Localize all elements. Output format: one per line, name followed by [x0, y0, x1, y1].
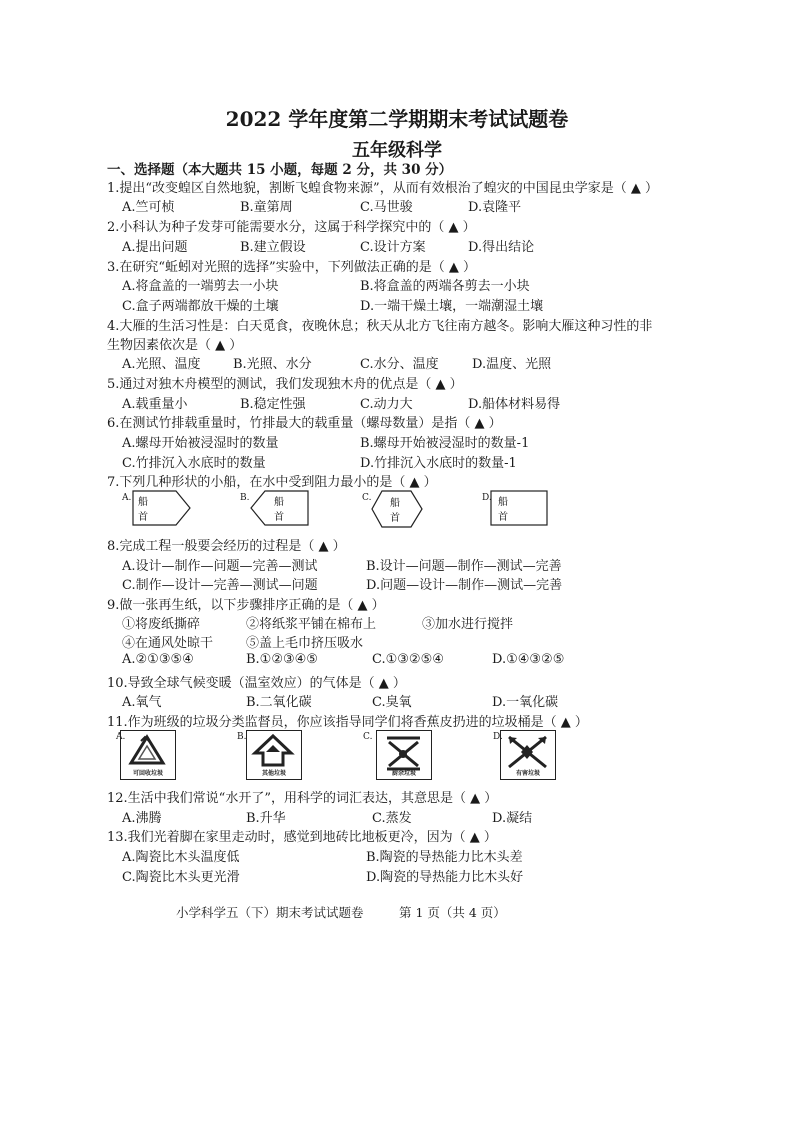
question-line: A.提出问题 [122, 240, 188, 255]
question-line: A.陶瓷比木头温度低 [122, 850, 240, 865]
boat-option-letter: C. [362, 493, 372, 503]
question-line: B.光照、水分 [233, 357, 312, 372]
recycle-icon [121, 733, 174, 771]
boat-label: 船 [138, 497, 148, 508]
question-line: D.温度、光照 [472, 357, 552, 372]
question-line: D.袁隆平 [468, 200, 522, 215]
bin-label: 厨余垃圾 [391, 770, 416, 777]
boat-label: 船 [274, 497, 284, 508]
question-line: D.问题—设计—制作—测试—完善 [366, 578, 563, 593]
question-line: 11.作为班级的垃圾分类监督员，你应该指导同学们将香蕉皮扔进的垃圾桶是（ ▲ ） [107, 715, 588, 730]
question-line: A.氧气 [122, 695, 162, 710]
boat-label: 船 [498, 497, 508, 508]
exam-title: 2022 学年度第二学期期末考试试题卷 [225, 107, 569, 131]
question-line: C.制作—设计—完善—测试—问题 [122, 578, 318, 593]
question-line: 13.我们光着脚在家里走动时，感觉到地砖比地板更冷，因为（ ▲ ） [107, 830, 497, 845]
question-line: D.得出结论 [468, 240, 535, 255]
boat-shape-d [490, 490, 550, 526]
question-line: A.沸腾 [122, 811, 162, 826]
question-line: ④在通风处晾干 [122, 636, 214, 651]
question-line: D.一端干燥土壤，一端潮湿土壤 [360, 299, 544, 314]
bin-label: 可回收垃圾 [132, 770, 163, 777]
bin-hazardous [500, 730, 556, 780]
question-line: 4.大雁的生活习性是：白天觅食，夜晚休息；秋天从北方飞往南方越冬。影响大雁这种习性的非 [107, 319, 653, 334]
boat-shape-c [370, 490, 424, 528]
footer-page-number: 第 1 页（共 4 页） [399, 905, 506, 920]
question-line: 12.生活中我们常说“水开了”，用科学的词汇表达，其意思是（ ▲ ） [107, 791, 498, 806]
question-line: 5.通过对独木舟模型的测试，我们发现独木舟的优点是（ ▲ ） [107, 377, 463, 392]
bin-option-letter: D. [493, 732, 503, 742]
boat-option-letter: B. [240, 493, 250, 503]
question-line: A.设计—制作—问题—完善—测试 [122, 559, 318, 574]
question-line: 7.下列几种形状的小船，在水中受到阻力最小的是（ ▲ ） [107, 475, 437, 490]
bin-option-letter: B. [237, 732, 247, 742]
question-line: B.建立假设 [240, 240, 306, 255]
question-line: B.①②③④⑤ [246, 652, 318, 667]
question-line: 生物因素依次是（ ▲ ） [107, 338, 243, 353]
question-line: B.童第周 [240, 200, 293, 215]
question-line: B.将盒盖的两端各剪去一小块 [360, 279, 530, 294]
question-line: B.稳定性强 [240, 397, 306, 412]
question-line: C.①③②⑤④ [372, 652, 444, 667]
question-line: C.臭氧 [372, 695, 412, 710]
question-line: 1.提出“改变蝗区自然地貌，割断飞蝗食物来源”，从而有效根治了蝗灾的中国昆虫学家是（ ▲ ） [107, 181, 658, 196]
bin-option-letter: C. [363, 732, 373, 742]
question-line: B.螺母开始被浸湿时的数量-1 [360, 436, 530, 451]
boat-label: 船 [390, 498, 400, 509]
boat-option-letter: A. [122, 493, 132, 503]
kitchen-waste-icon [377, 733, 430, 771]
question-line: 2.小科认为种子发芽可能需要水分，这属于科学探究中的（ ▲ ） [107, 220, 476, 235]
question-line: 8.完成工程一般要会经历的过程是（ ▲ ） [107, 539, 346, 554]
boat-label: 首 [498, 512, 508, 523]
question-line: D.一氧化碳 [492, 695, 559, 710]
question-line: B.陶瓷的导热能力比木头差 [366, 850, 523, 865]
question-line: 9.做一张再生纸，以下步骤排序正确的是（ ▲ ） [107, 598, 385, 613]
question-line: D.陶瓷的导热能力比木头好 [366, 870, 524, 885]
question-line: C.盒子两端都放干燥的土壤 [122, 299, 279, 314]
question-line: D.①④③②⑤ [492, 652, 565, 667]
other-waste-icon [247, 733, 300, 771]
bin-option-letter: A. [116, 732, 126, 742]
question-line: C.蒸发 [372, 811, 412, 826]
question-line: A.竺可桢 [122, 200, 175, 215]
boat-label: 首 [138, 512, 148, 523]
boat-label: 首 [274, 512, 284, 523]
question-line: 10.导致全球气候变暖（温室效应）的气体是（ ▲ ） [107, 676, 406, 691]
question-line: ③加水进行搅拌 [422, 617, 514, 632]
bin-kitchen [376, 730, 432, 780]
bin-recyclable [120, 730, 176, 780]
question-line: ⑤盖上毛巾挤压吸水 [246, 636, 364, 651]
bin-other [246, 730, 302, 780]
boat-option-letter: D. [482, 493, 492, 503]
question-line: C.陶瓷比木头更光滑 [122, 870, 240, 885]
question-line: C.竹排沉入水底时的数量 [122, 456, 266, 471]
question-line: C.水分、温度 [360, 357, 439, 372]
question-line: B.设计—问题—制作—测试—完善 [366, 559, 562, 574]
question-line: A.光照、温度 [122, 357, 201, 372]
question-line: A.②①③⑤④ [122, 652, 194, 667]
question-line: 6.在测试竹排载重量时，竹排最大的载重量（螺母数量）是指（ ▲ ） [107, 416, 502, 431]
question-line: D.竹排沉入水底时的数量-1 [360, 456, 517, 471]
question-line: ②将纸浆平铺在棉布上 [246, 617, 377, 632]
boat-label: 首 [390, 513, 400, 524]
footer-title: 小学科学五（下）期末考试试题卷 [176, 905, 364, 920]
boat-shape-b [250, 490, 310, 526]
boat-shape-a [132, 490, 192, 526]
question-line: C.马世骏 [360, 200, 413, 215]
question-line: D.凝结 [492, 811, 533, 826]
hazardous-waste-icon [501, 733, 554, 771]
question-line: C.设计方案 [360, 240, 426, 255]
exam-subtitle: 五年级科学 [352, 140, 442, 161]
question-line: B.二氧化碳 [246, 695, 312, 710]
bin-label: 有害垃圾 [515, 770, 540, 777]
question-line: A.螺母开始被浸湿时的数量 [122, 436, 279, 451]
question-line: B.升华 [246, 811, 286, 826]
question-line: ①将废纸撕碎 [122, 617, 201, 632]
question-line: C.动力大 [360, 397, 413, 412]
question-line: A.载重量小 [122, 397, 188, 412]
question-line: 3.在研究“蚯蚓对光照的选择”实验中，下列做法正确的是（ ▲ ） [107, 260, 476, 275]
bin-label: 其他垃圾 [261, 770, 286, 777]
question-line: D.船体材料易得 [468, 397, 561, 412]
section-heading: 一、选择题（本大题共 15 小题，每题 2 分，共 30 分） [107, 162, 453, 178]
question-line: A.将盒盖的一端剪去一小块 [122, 279, 279, 294]
